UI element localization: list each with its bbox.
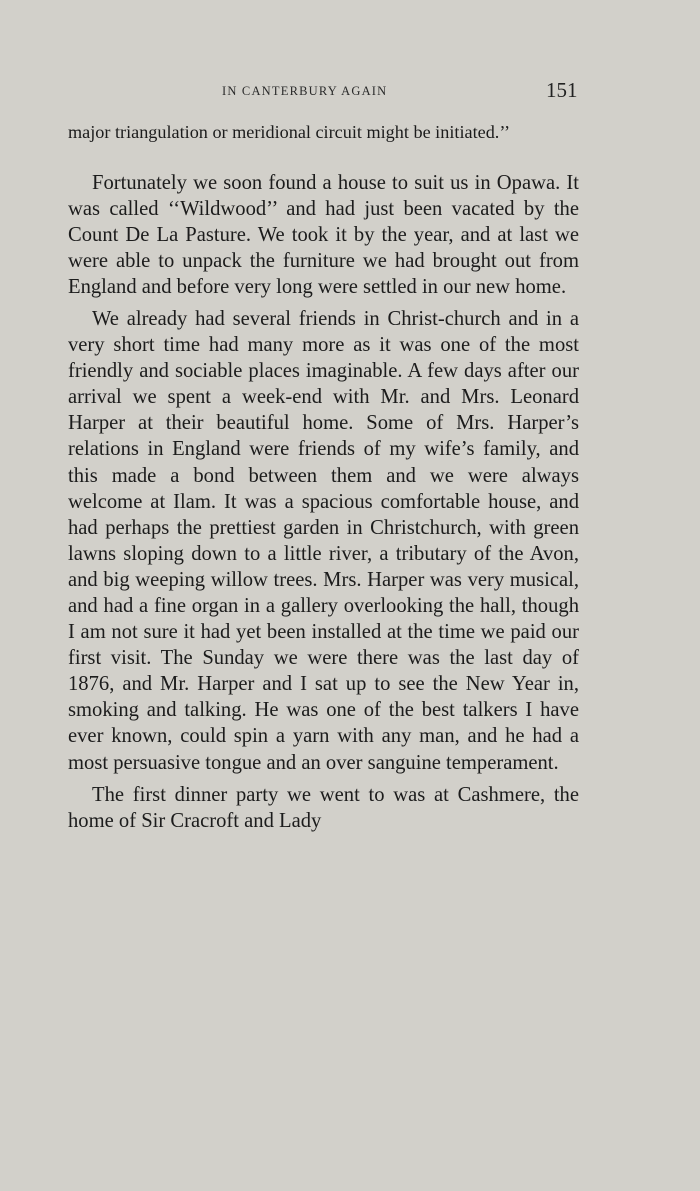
paragraph: The first dinner party we went to was at Cashmere, the home of Sir Cracroft and Lady <box>68 783 579 832</box>
paragraph: We already had several friends in Christ-church and in a very short time had many more as it was one of the most friendly and sociable places imaginable. A few days after our arrival we spent a week-end with Mr. and Mrs. Leonard Harper at their beautiful home. Some of Mrs. Harper’s relations in England were friends of my wife’s family, and this made a bond between them and we were always welcome at Ilam. It was a spacious comfortable house, and had perhaps the prettiest garden in Christchurch, with green lawns sloping down to a little river, a tributary of the Avon, and big weeping willow trees. Mrs. Harper was very musical, and had a fine organ in a gallery overlooking the hall, though I am not sure it had yet been installed at the time we paid our first visit. The Sunday we were there was the last day of 1876, and Mr. Harper and I sat up to see the New Year in, smoking and talking. He was one of the best talkers I have ever known, could spin a yarn with any man, and he had a most persuasive tongue and an over sanguine temperament. <box>68 307 579 774</box>
paragraph: Fortunately we soon found a house to suit us in Opawa. It was called ‘‘Wildwood’’ and had just been vacated by the Count De La Pasture. We took it by the year, and at last we were able to unpack the furniture we had brought out from England and before very long were settled in our new home. <box>68 171 579 298</box>
body-text <box>68 121 579 834</box>
page-number: 151 <box>546 78 578 102</box>
running-head <box>0 78 700 102</box>
running-title: IN CANTERBURY AGAIN <box>222 84 388 98</box>
paragraph-continuation: major triangulation or meridional circuit might be initiated.’’ <box>68 122 511 142</box>
